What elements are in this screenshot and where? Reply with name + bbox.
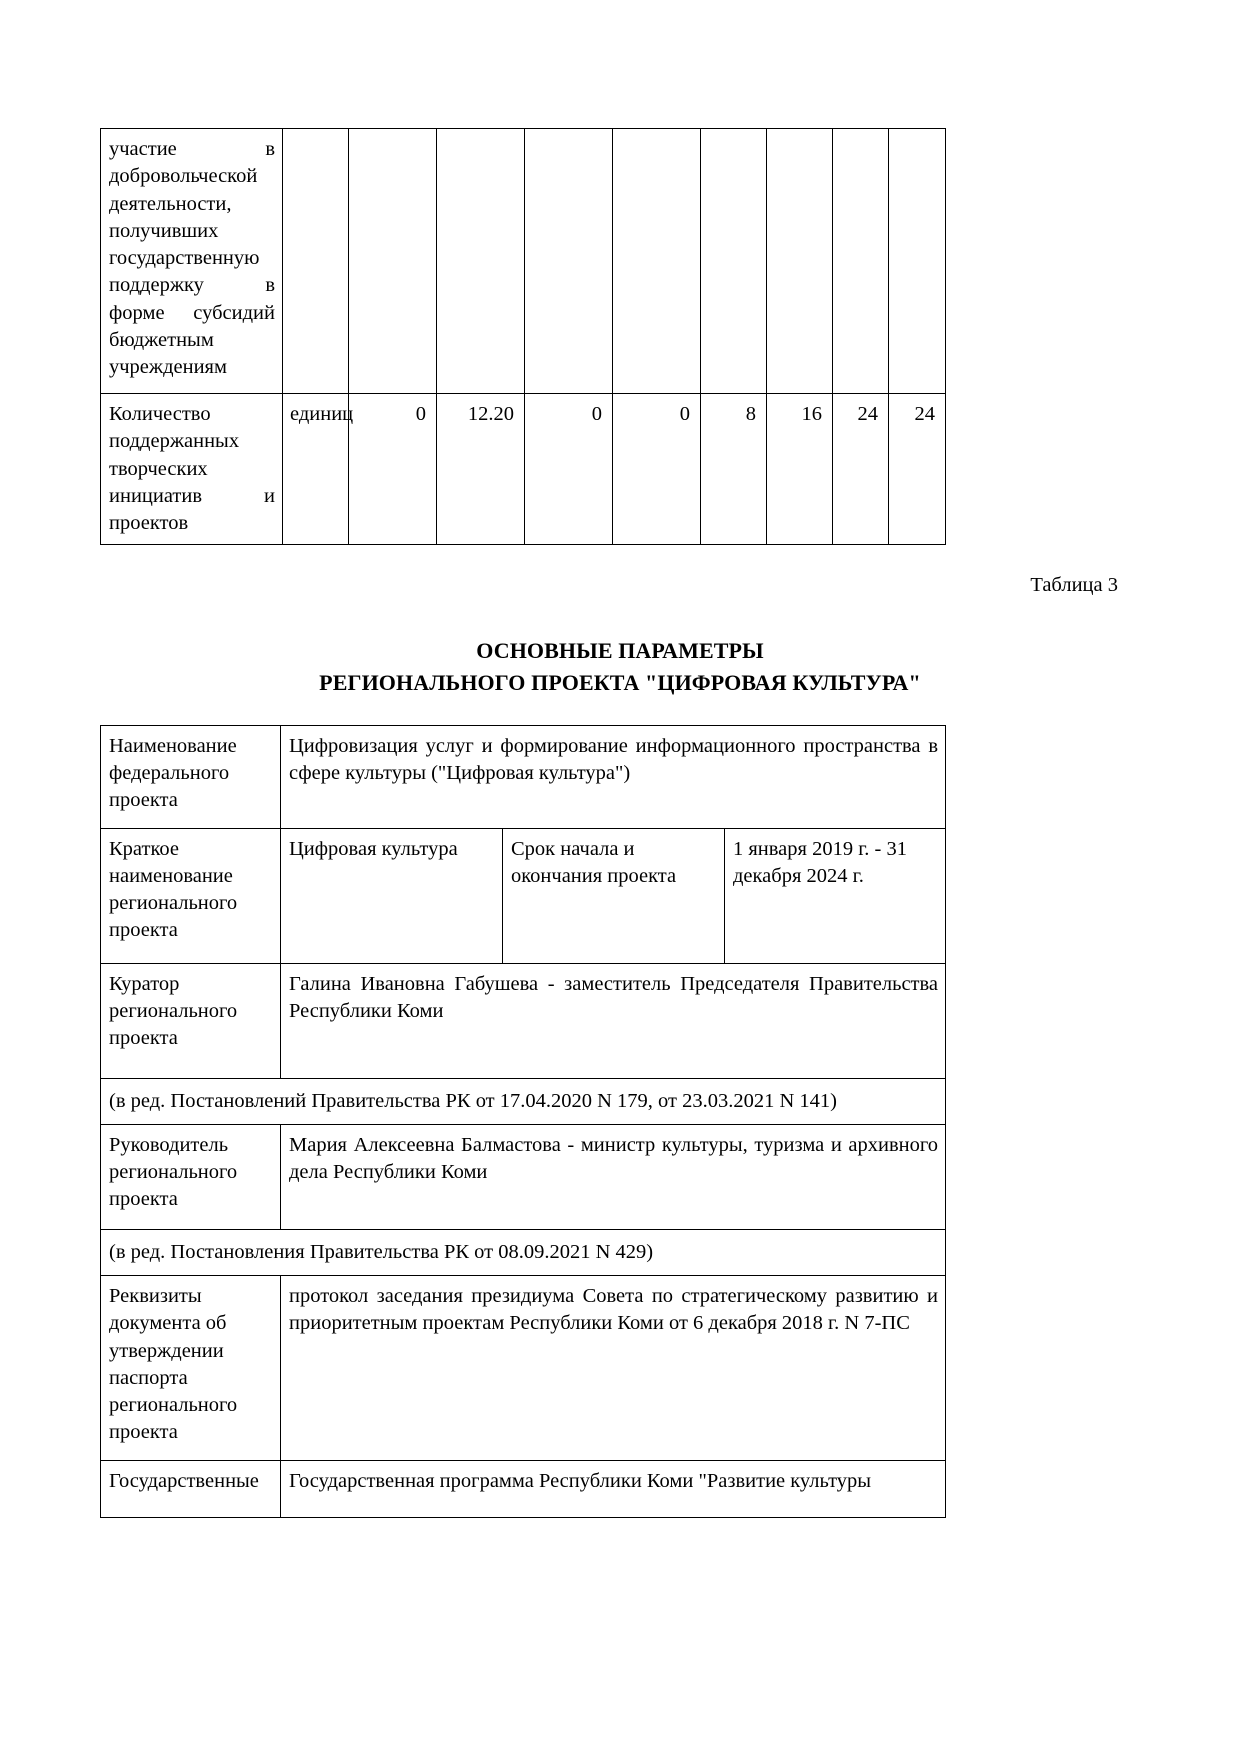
param-key: Реквизиты документа об утверждении паспорта регионального проекта [101, 1276, 281, 1461]
param-value: Государственная программа Республики Коми "Развитие культуры [281, 1461, 946, 1518]
indicator-table [100, 128, 946, 545]
indicator-value [525, 129, 613, 394]
indicator-unit: единиц [283, 394, 349, 545]
indicator-label: Количество поддержанных творческих инициатив и проектов [101, 394, 283, 545]
indicator-value: 0 [613, 394, 701, 545]
table-row [101, 394, 946, 545]
indicator-value [889, 129, 946, 394]
page-title-line-1: ОСНОВНЫЕ ПАРАМЕТРЫ [476, 637, 764, 663]
table-row [101, 963, 946, 1078]
param-value: Цифровизация услуг и формирование информационного пространства в сфере культуры ("Цифровая культура") [281, 725, 946, 828]
table-row [101, 1078, 946, 1124]
indicator-value: 24 [833, 394, 889, 545]
indicator-value [701, 129, 767, 394]
indicator-value [767, 129, 833, 394]
indicator-unit [283, 129, 349, 394]
table-row [101, 1461, 946, 1518]
indicator-value [833, 129, 889, 394]
indicator-value [349, 129, 437, 394]
table-row [101, 828, 946, 963]
indicator-value: 16 [767, 394, 833, 545]
param-value: протокол заседания президиума Совета по стратегическому развитию и приоритетным проектам Республики Коми от 6 декабря 2018 г. N 7-ПС [281, 1276, 946, 1461]
indicator-value: 0 [525, 394, 613, 545]
amendment-note: (в ред. Постановлений Правительства РК от 17.04.2020 N 179, от 23.03.2021 N 141) [101, 1078, 946, 1124]
param-value: Мария Алексеевна Балмастова - министр культуры, туризма и архивного дела Республики Коми [281, 1124, 946, 1229]
indicator-value: 0 [349, 394, 437, 545]
param-value: Галина Ивановна Габушева - заместитель Председателя Правительства Республики Коми [281, 963, 946, 1078]
indicator-value: 12.20 [437, 394, 525, 545]
page-title [100, 635, 1140, 699]
table-row [101, 1124, 946, 1229]
page-title-line-2: РЕГИОНАЛЬНОГО ПРОЕКТА "ЦИФРОВАЯ КУЛЬТУРА" [319, 669, 921, 695]
indicator-value [437, 129, 525, 394]
table-row [101, 725, 946, 828]
param-sub-key: Срок начала и окончания проекта [503, 828, 725, 963]
param-key: Государственные [101, 1461, 281, 1518]
table-row [101, 1229, 946, 1275]
table-caption: Таблица 3 [1030, 574, 1118, 597]
table-row [101, 1276, 946, 1461]
param-value: Цифровая культура [281, 828, 503, 963]
indicator-value: 8 [701, 394, 767, 545]
indicator-value: 24 [889, 394, 946, 545]
param-key: Краткое наименование регионального проекта [101, 828, 281, 963]
param-key: Куратор регионального проекта [101, 963, 281, 1078]
amendment-note: (в ред. Постановления Правительства РК от 08.09.2021 N 429) [101, 1229, 946, 1275]
param-sub-value: 1 января 2019 г. - 31 декабря 2024 г. [725, 828, 946, 963]
table-row [101, 129, 946, 394]
parameters-table [100, 725, 946, 1519]
indicator-label: участие в добровольческой деятельности, получивших государственную поддержку в форме субсидий бюджетным учреждениям [101, 129, 283, 394]
param-key: Наименование федерального проекта [101, 725, 281, 828]
param-key: Руководитель регионального проекта [101, 1124, 281, 1229]
indicator-value [613, 129, 701, 394]
